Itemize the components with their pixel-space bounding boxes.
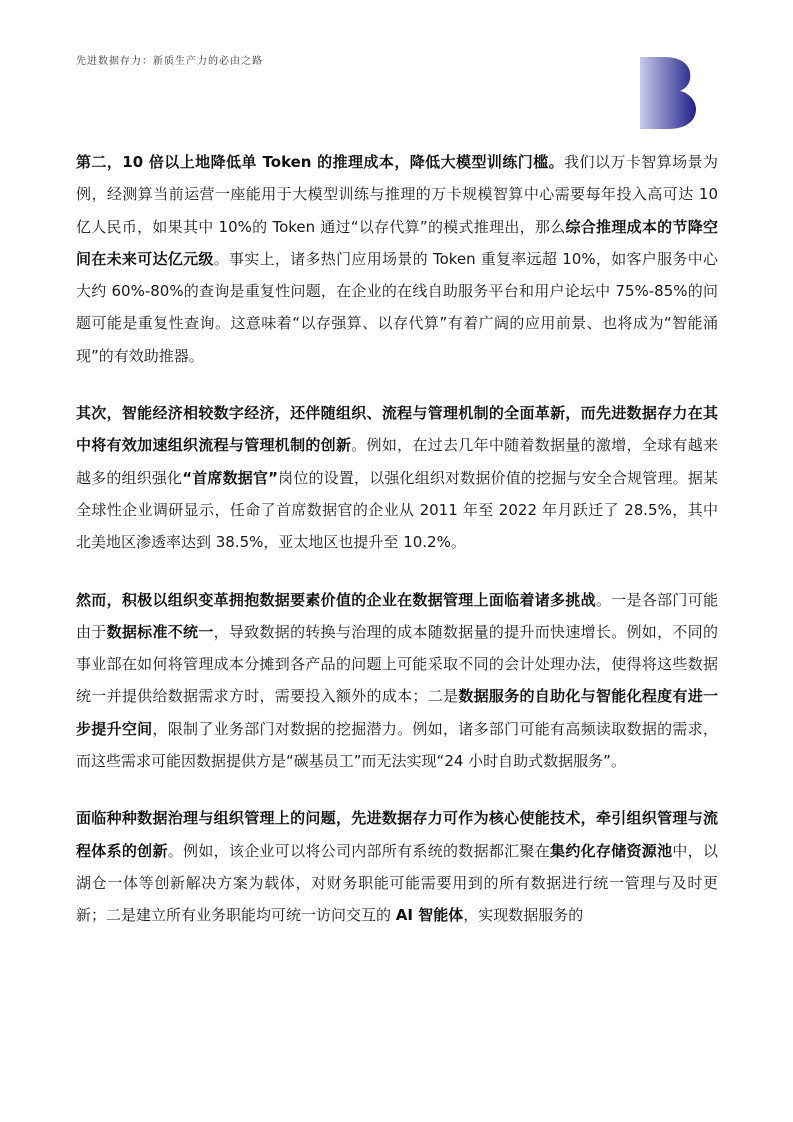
- bold-text: 综合推理成本的节降空间在未来可达亿元级: [76, 217, 718, 268]
- body-text: 。例如，该企业可以将公司内部所有系统的数据都汇聚在: [167, 841, 551, 860]
- paragraph: [76, 397, 718, 558]
- bold-text: “首席数据官”: [182, 468, 278, 487]
- bold-text: 数据标准不统一: [106, 622, 214, 641]
- body-text: 中，以湖仓一体等创新解决方案为载体，对财务职能可能需要用到的所有数据进行统一管理与及时更新；二是建立所有业务职能均可统一访问交互的: [76, 841, 718, 925]
- body-text: 我们以万卡智算场景为例，经测算当前运营一座能用于大模型训练与推理的万卡规模智算中心需要每年投入高可达 10 亿人民币，如果其中 10%的 Token 通过“以存代算”的模式推理出，那么: [76, 153, 718, 236]
- body-text: 。例如，在过去几年中随着数据量的激增，全球有越来越多的组织强化: [76, 436, 718, 487]
- bold-text: 其次，智能经济相较数字经济，还伴随组织、流程与管理机制的全面革新，而先进数据存力在其中将有效加速组织流程与管理机制的创新: [76, 404, 718, 455]
- bold-text: 第二，10 倍以上地降低单 Token 的推理成本，降低大模型训练门槛。: [76, 153, 565, 171]
- paragraph: [76, 802, 718, 931]
- body-text: ，导致数据的转换与治理的成本随数据量的提升而快速增长。例如，不同的事业部在如何将管理成本分摊到各产品的问题上可能采取不同的会计处理办法，使得将这些数据统一并提供给数据需求方时，需要投入额外的成本；二是: [76, 622, 718, 706]
- body-text: 。一是各部门可能由于: [76, 590, 718, 641]
- bold-text: AI 智能体: [395, 906, 464, 925]
- paragraph: [76, 584, 718, 778]
- body-text: 岗位的设置，以强化组织对数据价值的挖掘与安全合规管理。据某全球性企业调研显示，任命了首席数据官的企业从 2011 年至 2022 年月跃迁了 28.5%，其中北美地区渗透率达到 38.5%，亚太地区也提升至 10.2%。: [76, 468, 718, 552]
- bold-text: 集约化存储资源池: [550, 841, 673, 860]
- body-text: ，实现数据服务的: [463, 906, 584, 925]
- body-text: ，限制了业务部门对数据的挖掘潜力。例如，诸多部门可能有高频读取数据的需求，而这些需求可能因数据提供方是“碳基员工”而无法实现“24 小时自助式数据服务”。: [76, 719, 718, 771]
- b-logo: [640, 57, 696, 129]
- bold-text: 数据服务的自助化与智能化程度有进一步提升空间: [76, 687, 718, 738]
- bold-text: 面临种种数据治理与组织管理上的问题，先进数据存力可作为核心使能技术，牵引组织管理与流程体系的创新: [76, 809, 718, 860]
- bold-text: 然而，积极以组织变革拥抱数据要素价值的企业在数据管理上面临着诸多挑战: [76, 590, 596, 609]
- running-header: 先进数据存力：新质生产力的必由之路: [76, 56, 263, 67]
- paragraph: [76, 146, 718, 372]
- body-text: 。事实上，诸多热门应用场景的 Token 重复率远超 10%，如客户服务中心大约 60%-80%的查询是重复性问题，在企业的在线自助服务平台和用户论坛中 75%-85%的问题可能是重复性查询。这意味着“以存强算、以存代算”有着广阔的应用前景、也将成为“智能涌现”的有效助推器。: [76, 249, 718, 365]
- document-body: [76, 146, 718, 957]
